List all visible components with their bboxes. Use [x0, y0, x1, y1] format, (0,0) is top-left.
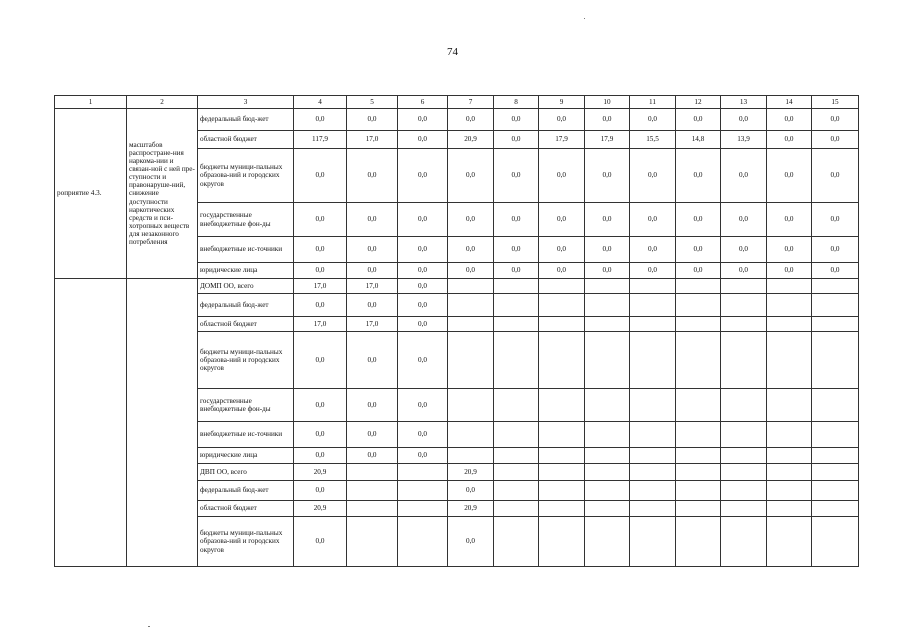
value-cell: 0,0: [539, 237, 585, 263]
value-cell: [721, 422, 767, 448]
value-cell: [630, 481, 676, 501]
value-cell: [494, 294, 539, 317]
value-cell: [676, 279, 721, 294]
value-cell: [494, 389, 539, 422]
column-header: 7: [448, 96, 494, 109]
value-cell: [721, 389, 767, 422]
value-cell: [721, 481, 767, 501]
value-cell: 0,0: [767, 149, 812, 203]
funding-source-cell: областной бюджет: [198, 317, 294, 332]
value-cell: [630, 389, 676, 422]
value-cell: 0,0: [398, 317, 448, 332]
value-cell: 0,0: [630, 203, 676, 237]
value-cell: 0,0: [721, 149, 767, 203]
value-cell: [721, 517, 767, 567]
value-cell: [630, 501, 676, 517]
table-row: [55, 279, 859, 294]
funding-source-cell: внебюджетные ис-точники: [198, 237, 294, 263]
value-cell: [812, 517, 859, 567]
value-cell: [539, 481, 585, 501]
funding-source-cell: внебюджетные ис-точники: [198, 422, 294, 448]
value-cell: [812, 422, 859, 448]
value-cell: [812, 481, 859, 501]
value-cell: 0,0: [494, 237, 539, 263]
value-cell: [585, 517, 630, 567]
funding-source-cell: федеральный бюд-жет: [198, 481, 294, 501]
column-header: 6: [398, 96, 448, 109]
value-cell: [398, 464, 448, 481]
value-cell: 0,0: [448, 237, 494, 263]
activity-description-cell: масштабов распростране-ния наркома-нии и связан-ной с ней пре-ступности и правонаруше-ний, снижение доступности наркотических средств и пси-хотропных веществ для незаконного потребления: [127, 109, 198, 279]
value-cell: 0,0: [630, 263, 676, 279]
value-cell: 13,9: [721, 131, 767, 149]
value-cell: [448, 294, 494, 317]
value-cell: [448, 422, 494, 448]
value-cell: 0,0: [585, 237, 630, 263]
value-cell: [347, 501, 398, 517]
value-cell: [347, 481, 398, 501]
value-cell: 0,0: [294, 149, 347, 203]
value-cell: 0,0: [676, 149, 721, 203]
value-cell: 117,9: [294, 131, 347, 149]
value-cell: 0,0: [347, 109, 398, 131]
value-cell: [767, 389, 812, 422]
value-cell: 0,0: [294, 237, 347, 263]
value-cell: [630, 317, 676, 332]
value-cell: [721, 332, 767, 389]
value-cell: [448, 389, 494, 422]
value-cell: [448, 448, 494, 464]
value-cell: 0,0: [767, 263, 812, 279]
value-cell: 0,0: [398, 332, 448, 389]
value-cell: 0,0: [539, 203, 585, 237]
value-cell: [767, 422, 812, 448]
value-cell: [630, 332, 676, 389]
value-cell: 0,0: [676, 237, 721, 263]
value-cell: [721, 317, 767, 332]
value-cell: 0,0: [398, 109, 448, 131]
value-cell: [676, 501, 721, 517]
value-cell: [676, 517, 721, 567]
value-cell: 17,9: [585, 131, 630, 149]
activity-number-cell: роприятие 4.3.: [55, 109, 127, 279]
value-cell: 0,0: [294, 203, 347, 237]
value-cell: 0,0: [767, 237, 812, 263]
value-cell: 0,0: [347, 448, 398, 464]
header-row: [55, 96, 859, 109]
value-cell: 0,0: [812, 131, 859, 149]
value-cell: [676, 332, 721, 389]
funding-source-cell: федеральный бюд-жет: [198, 109, 294, 131]
funding-source-cell: областной бюджет: [198, 131, 294, 149]
value-cell: [767, 294, 812, 317]
value-cell: [585, 464, 630, 481]
value-cell: [812, 389, 859, 422]
table-row: [55, 109, 859, 131]
value-cell: [539, 501, 585, 517]
value-cell: 0,0: [767, 203, 812, 237]
value-cell: 0,0: [767, 131, 812, 149]
table-body: [55, 109, 859, 567]
funding-source-cell: федеральный бюд-жет: [198, 294, 294, 317]
value-cell: [539, 464, 585, 481]
value-cell: 0,0: [721, 203, 767, 237]
value-cell: 0,0: [294, 109, 347, 131]
value-cell: 20,9: [448, 501, 494, 517]
value-cell: 0,0: [812, 203, 859, 237]
value-cell: [721, 279, 767, 294]
column-header: 11: [630, 96, 676, 109]
value-cell: 0,0: [494, 109, 539, 131]
value-cell: 17,0: [294, 279, 347, 294]
column-header: 13: [721, 96, 767, 109]
value-cell: 17,0: [294, 317, 347, 332]
value-cell: [585, 294, 630, 317]
value-cell: [585, 332, 630, 389]
value-cell: 0,0: [398, 294, 448, 317]
value-cell: [676, 294, 721, 317]
value-cell: 0,0: [294, 422, 347, 448]
value-cell: [585, 481, 630, 501]
value-cell: 0,0: [630, 149, 676, 203]
value-cell: [539, 294, 585, 317]
value-cell: 0,0: [448, 149, 494, 203]
value-cell: [812, 501, 859, 517]
value-cell: 0,0: [294, 389, 347, 422]
funding-source-cell: государственные внебюджетные фон-ды: [198, 389, 294, 422]
value-cell: 0,0: [721, 237, 767, 263]
table-header: [55, 96, 859, 109]
value-cell: [494, 332, 539, 389]
scan-mark: [584, 18, 585, 19]
value-cell: [585, 501, 630, 517]
value-cell: [767, 481, 812, 501]
value-cell: 0,0: [347, 237, 398, 263]
value-cell: 0,0: [347, 422, 398, 448]
value-cell: [767, 448, 812, 464]
budget-table: [54, 95, 859, 567]
value-cell: 20,9: [294, 464, 347, 481]
value-cell: 0,0: [767, 109, 812, 131]
value-cell: [539, 448, 585, 464]
value-cell: 14,8: [676, 131, 721, 149]
value-cell: [812, 332, 859, 389]
value-cell: 0,0: [448, 203, 494, 237]
value-cell: 0,0: [347, 389, 398, 422]
value-cell: [721, 294, 767, 317]
value-cell: [585, 422, 630, 448]
column-header: 8: [494, 96, 539, 109]
value-cell: [539, 422, 585, 448]
value-cell: 0,0: [585, 203, 630, 237]
value-cell: 0,0: [398, 448, 448, 464]
value-cell: 0,0: [294, 517, 347, 567]
value-cell: [721, 464, 767, 481]
value-cell: 0,0: [812, 109, 859, 131]
value-cell: 0,0: [448, 109, 494, 131]
value-cell: [448, 279, 494, 294]
value-cell: 0,0: [676, 263, 721, 279]
value-cell: 0,0: [347, 203, 398, 237]
funding-source-cell: бюджеты муници-пальных образова-ний и городских округов: [198, 149, 294, 203]
funding-source-cell: ДОМП ОО, всего: [198, 279, 294, 294]
column-header: 1: [55, 96, 127, 109]
column-header: 5: [347, 96, 398, 109]
value-cell: 0,0: [347, 294, 398, 317]
value-cell: 0,0: [494, 263, 539, 279]
value-cell: 15,5: [630, 131, 676, 149]
column-header: 3: [198, 96, 294, 109]
value-cell: 0,0: [294, 332, 347, 389]
value-cell: 0,0: [347, 263, 398, 279]
value-cell: [494, 279, 539, 294]
value-cell: 0,0: [294, 481, 347, 501]
value-cell: [347, 464, 398, 481]
value-cell: [494, 481, 539, 501]
column-header: 10: [585, 96, 630, 109]
funding-source-cell: государственные внебюджетные фон-ды: [198, 203, 294, 237]
value-cell: [812, 279, 859, 294]
value-cell: 0,0: [398, 237, 448, 263]
value-cell: [812, 317, 859, 332]
value-cell: 0,0: [676, 109, 721, 131]
value-cell: [585, 317, 630, 332]
value-cell: [494, 464, 539, 481]
value-cell: [539, 317, 585, 332]
value-cell: 0,0: [494, 203, 539, 237]
value-cell: 0,0: [721, 263, 767, 279]
column-header: 9: [539, 96, 585, 109]
column-header: 15: [812, 96, 859, 109]
value-cell: [630, 448, 676, 464]
value-cell: [448, 332, 494, 389]
value-cell: [630, 464, 676, 481]
value-cell: [398, 501, 448, 517]
value-cell: [630, 517, 676, 567]
funding-source-cell: юридические лица: [198, 448, 294, 464]
value-cell: [767, 517, 812, 567]
value-cell: 0,0: [721, 109, 767, 131]
value-cell: [630, 279, 676, 294]
value-cell: [494, 422, 539, 448]
value-cell: 0,0: [398, 263, 448, 279]
value-cell: 0,0: [294, 263, 347, 279]
column-header: 14: [767, 96, 812, 109]
value-cell: [767, 332, 812, 389]
value-cell: 0,0: [494, 131, 539, 149]
empty-cell: [55, 279, 127, 567]
value-cell: 0,0: [539, 263, 585, 279]
value-cell: 17,0: [347, 131, 398, 149]
value-cell: [585, 389, 630, 422]
value-cell: 0,0: [398, 389, 448, 422]
value-cell: 0,0: [494, 149, 539, 203]
value-cell: [767, 464, 812, 481]
column-header: 2: [127, 96, 198, 109]
value-cell: 0,0: [398, 203, 448, 237]
value-cell: 17,0: [347, 279, 398, 294]
value-cell: 0,0: [448, 517, 494, 567]
value-cell: 20,9: [294, 501, 347, 517]
value-cell: 0,0: [630, 109, 676, 131]
scan-mark: [148, 626, 150, 627]
value-cell: 0,0: [294, 448, 347, 464]
value-cell: [676, 464, 721, 481]
value-cell: [812, 448, 859, 464]
value-cell: [676, 448, 721, 464]
value-cell: 0,0: [630, 237, 676, 263]
funding-source-cell: бюджеты муници-пальных образова-ний и городских округов: [198, 517, 294, 567]
value-cell: [494, 317, 539, 332]
value-cell: [494, 448, 539, 464]
value-cell: [539, 389, 585, 422]
funding-source-cell: юридические лица: [198, 263, 294, 279]
value-cell: [676, 481, 721, 501]
funding-source-cell: ДВП ОО, всего: [198, 464, 294, 481]
value-cell: [676, 317, 721, 332]
value-cell: 0,0: [585, 149, 630, 203]
value-cell: 0,0: [294, 294, 347, 317]
column-header: 4: [294, 96, 347, 109]
value-cell: [539, 332, 585, 389]
value-cell: [676, 422, 721, 448]
value-cell: [585, 448, 630, 464]
value-cell: 17,9: [539, 131, 585, 149]
value-cell: [721, 448, 767, 464]
value-cell: [398, 481, 448, 501]
value-cell: [585, 279, 630, 294]
value-cell: 0,0: [585, 263, 630, 279]
funding-source-cell: бюджеты муници-пальных образова-ний и городских округов: [198, 332, 294, 389]
value-cell: [767, 501, 812, 517]
value-cell: 0,0: [448, 263, 494, 279]
value-cell: 0,0: [539, 149, 585, 203]
column-header: 12: [676, 96, 721, 109]
value-cell: 0,0: [812, 263, 859, 279]
value-cell: 0,0: [812, 149, 859, 203]
value-cell: 17,0: [347, 317, 398, 332]
value-cell: 0,0: [398, 422, 448, 448]
value-cell: [347, 517, 398, 567]
value-cell: 0,0: [539, 109, 585, 131]
value-cell: 0,0: [347, 332, 398, 389]
value-cell: [630, 422, 676, 448]
value-cell: 20,9: [448, 131, 494, 149]
value-cell: 0,0: [448, 481, 494, 501]
value-cell: [676, 389, 721, 422]
value-cell: 0,0: [398, 279, 448, 294]
value-cell: [494, 517, 539, 567]
value-cell: 20,9: [448, 464, 494, 481]
value-cell: [539, 517, 585, 567]
value-cell: 0,0: [398, 149, 448, 203]
value-cell: [448, 317, 494, 332]
empty-cell: [127, 279, 198, 567]
value-cell: 0,0: [347, 149, 398, 203]
value-cell: 0,0: [812, 237, 859, 263]
value-cell: [812, 294, 859, 317]
page-number: 74: [447, 46, 458, 58]
value-cell: 0,0: [398, 131, 448, 149]
value-cell: [398, 517, 448, 567]
value-cell: [767, 317, 812, 332]
value-cell: [494, 501, 539, 517]
funding-source-cell: областной бюджет: [198, 501, 294, 517]
value-cell: 0,0: [676, 203, 721, 237]
value-cell: [721, 501, 767, 517]
value-cell: [539, 279, 585, 294]
value-cell: [630, 294, 676, 317]
value-cell: [767, 279, 812, 294]
value-cell: 0,0: [585, 109, 630, 131]
value-cell: [812, 464, 859, 481]
